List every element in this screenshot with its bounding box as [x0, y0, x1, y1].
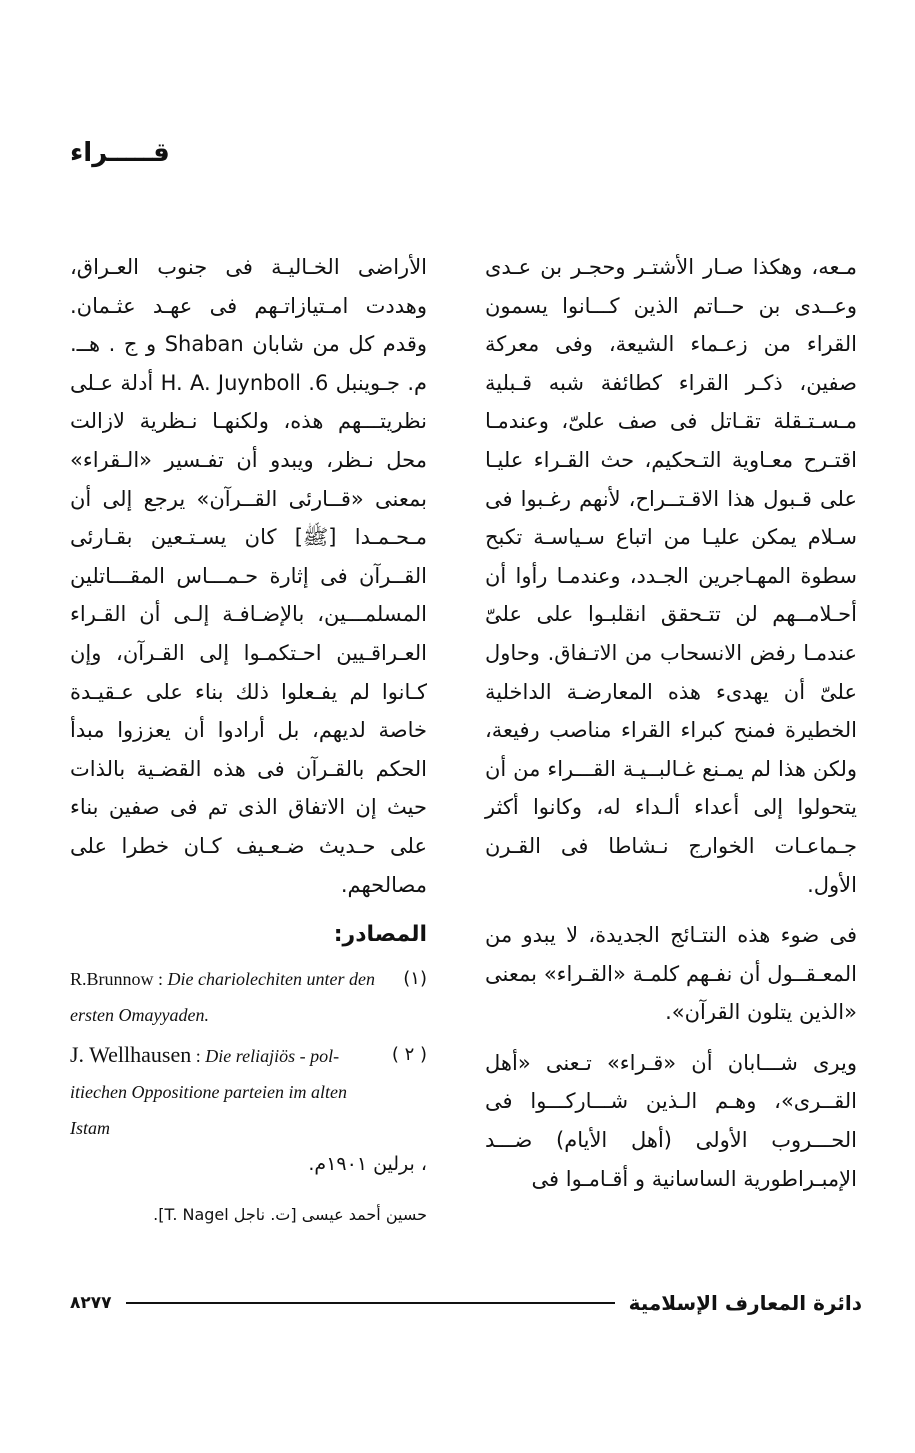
reference-text: [70, 1037, 390, 1146]
article-author: حسين أحمد عيسى [ت. ناجل T. Nagel].: [153, 1204, 427, 1224]
reference-number: ( ٢ ): [391, 1043, 427, 1065]
paragraph: فى ضوء هذه النتـائج الجديدة، لا يبدو من المعـقــول أن نفـهم كلمـة «القـراء» بمعنى «الذين يتلون القرآن».: [485, 923, 857, 1025]
reference-item: [70, 1037, 427, 1146]
reference-text: [70, 961, 390, 1033]
sources-heading: المصادر:: [333, 922, 427, 948]
page-header-title: قـــــراء: [70, 138, 170, 168]
page-number: ٨٢٧٧: [70, 1293, 112, 1313]
paragraph: ويرى شـــابان أن «قـراء» تـعنى «أهل القــرى»، وهـم الـذين شـــاركـــوا فى الحـــروب الأولى (أهل الأيام) ضـــد الإمبـراطورية الساسانية و أقـامـوا فى: [485, 1050, 857, 1191]
paragraph: الأراضى الخـاليـة فى جنوب العـراق، وهددت امـتيازاتـهم فى عهـد عثـمان. وقدم كل من شابان Shaban و ج . هــ. م. جـوينبل 6. H. A. Juynboll أدلة عـلى نظريتـــهم هذه، ولكنهـا نـظرية لازالت محل نـظر، ويبدو أن تفـسير «الـقراء» بمعنى «قــارئى القــرآن» يرجع إلى أن مـحـمـدا [ﷺ] كان يسـتـعين بقـارئى القــرآن فى إثارة حـمـــاس المقـــاتلين المسلمـــين، بالإضـافـة إلـى أن القـراء العـراقـيين احـتكمـوا إلى القـرآن، وإن كـانوا لم يفـعلوا ذلك بناء على عـقيـدة خاصة لديهم، بل أرادوا أن يعززوا مبدأ الحكم بالقـرآن فى هذه القضـية بالذات حيث إن الاتفاق الذى تم فى صفين بناء على حـديث ضـعـيف كـان خطرا على مصالحهم.: [70, 255, 427, 897]
reference-item: [70, 961, 427, 1033]
footer-divider: [126, 1302, 615, 1304]
reference-number: (١): [403, 967, 427, 989]
reference-author: J. Wellhausen: [70, 1041, 192, 1067]
paragraph: مـعه، وهكذا صـار الأشتـر وحجـر بن عـدى وعــدى بن حــاتم الذين كـــانوا يسمون القراء من زعـماء الشيعة، وفى معركة صفين، ذكـر القراء كطائفة شبه قـبلية مـسـتـقلة تقـاتل فى صف علىّ، وعندمـا اقتـرح معـاوية التـحكيم، حث القـراء عليـا على قـبول هذا الاقـتــراح، لأنهم رغـبوا فى سـلام يمكن عليـا من اتباع سـياسـة تكبح سطوة المهـاجرين الجـدد، وعندمـا رأوا أن أحـلامــهم لن تتـحقق انقلبـوا على علىّ عندمـا رفض الانسحاب من الاتـفاق. وحاول علىّ أن يهدىء هذه المعارضـة الداخلية الخطيرة فمنح كبراء القراء مناصب رفيعة، ولكن هذا لم يمـنع غـالبــيـة القـــراء من أن يتحولوا إلى أعداء ألـداء له، وكانوا أكثر جـماعـات الخوارج نـشاطا فى القـرن الأول.: [485, 255, 857, 897]
reference-publication-info: ، برلين ١٩٠١م.: [308, 1152, 427, 1175]
reference-separator: :: [191, 1045, 206, 1066]
page-footer: [70, 1286, 862, 1320]
reference-title: Die chariolechiten unter den ersten Omayyaden.: [70, 968, 375, 1025]
reference-title: Die reliajiös - pol- itiechen Oppositione parteien im alten Istam: [70, 1045, 347, 1138]
right-column: [485, 248, 857, 1198]
journal-title: دائرة المعارف الإسلامية: [628, 1291, 862, 1315]
reference-author: R.Brunnow: [70, 968, 154, 989]
reference-separator: :: [153, 968, 168, 989]
left-column: [70, 248, 427, 1234]
